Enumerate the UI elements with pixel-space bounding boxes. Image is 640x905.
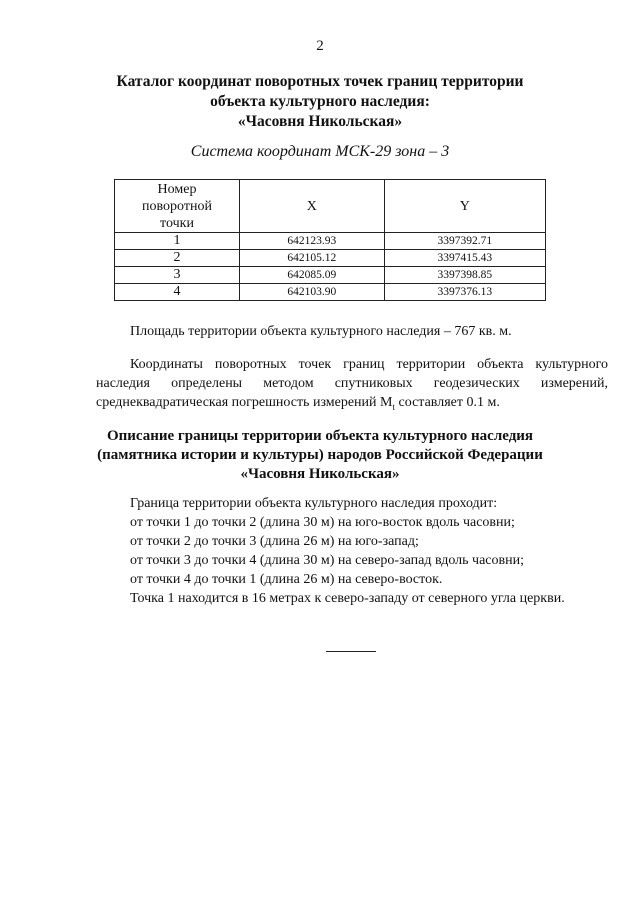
boundary-segment: от точки 2 до точки 3 (длина 26 м) на юго-запад;: [130, 534, 419, 549]
cell-x: 642103.90: [240, 284, 385, 301]
method-text-subscript: t: [392, 401, 395, 412]
boundary-intro: Граница территории объекта культурного наследия проходит:: [130, 496, 498, 511]
boundary-final: Точка 1 находится в 16 метрах к северо-западу от северного угла церкви.: [130, 591, 565, 606]
boundary-segment: от точки 1 до точки 2 (длина 30 м) на юго-восток вдоль часовни;: [130, 515, 515, 530]
table-row: [115, 267, 546, 284]
catalog-title-line: объекта культурного наследия:: [210, 93, 430, 110]
coordinates-table: [114, 179, 546, 301]
cell-x: 642123.93: [240, 233, 385, 250]
catalog-title-line: «Часовня Никольская»: [237, 113, 403, 130]
method-text-main: Координаты поворотных точек границ территории объекта культурного наследия определены методом спутниковых геодезических измерений, среднеквадратическая погрешность измерений M: [96, 357, 608, 410]
cell-y: 3397392.71: [384, 233, 545, 250]
table-header-row: [115, 180, 546, 233]
method-text: [96, 355, 608, 417]
table-row: [115, 250, 546, 267]
description-title-line: «Часовня Никольская»: [240, 466, 400, 482]
header-point-number: [115, 180, 240, 233]
end-separator-line: [326, 651, 376, 652]
header-text: Номер: [157, 181, 197, 197]
header-text: точки: [160, 215, 194, 231]
page-number: 2: [316, 38, 324, 54]
boundary-segment: от точки 4 до точки 1 (длина 26 м) на северо-восток.: [130, 572, 443, 587]
area-text: Площадь территории объекта культурного наследия – 767 кв. м.: [130, 324, 512, 339]
boundary-segment: от точки 3 до точки 4 (длина 30 м) на северо-запад вдоль часовни;: [130, 553, 524, 568]
cell-y: 3397415.43: [384, 250, 545, 267]
description-title-line: (памятника истории и культуры) народов Российской Федерации: [97, 447, 543, 463]
description-title-line: Описание границы территории объекта культурного наследия: [106, 428, 534, 444]
header-x: X: [240, 180, 385, 233]
cell-y: 3397398.85: [384, 267, 545, 284]
table-row: [115, 284, 546, 301]
description-title: [0, 427, 640, 484]
cell-x: 642105.12: [240, 250, 385, 267]
table-row: [115, 233, 546, 250]
cell-y: 3397376.13: [384, 284, 545, 301]
header-y: Y: [384, 180, 545, 233]
cell-point-number: 1: [115, 233, 240, 250]
coordinate-system-label: Система координат МСК-29 зона – 3: [190, 143, 450, 160]
method-text-end: составляет 0.1 м.: [395, 395, 500, 410]
catalog-title: [0, 72, 640, 132]
method-paragraph: [96, 355, 608, 417]
cell-point-number: 4: [115, 284, 240, 301]
boundary-description: [96, 494, 608, 608]
catalog-title-line: Каталог координат поворотных точек границ территории: [116, 73, 524, 90]
cell-x: 642085.09: [240, 267, 385, 284]
cell-point-number: 2: [115, 250, 240, 267]
cell-point-number: 3: [115, 267, 240, 284]
header-text: поворотной: [142, 198, 212, 214]
area-paragraph: [96, 322, 608, 341]
